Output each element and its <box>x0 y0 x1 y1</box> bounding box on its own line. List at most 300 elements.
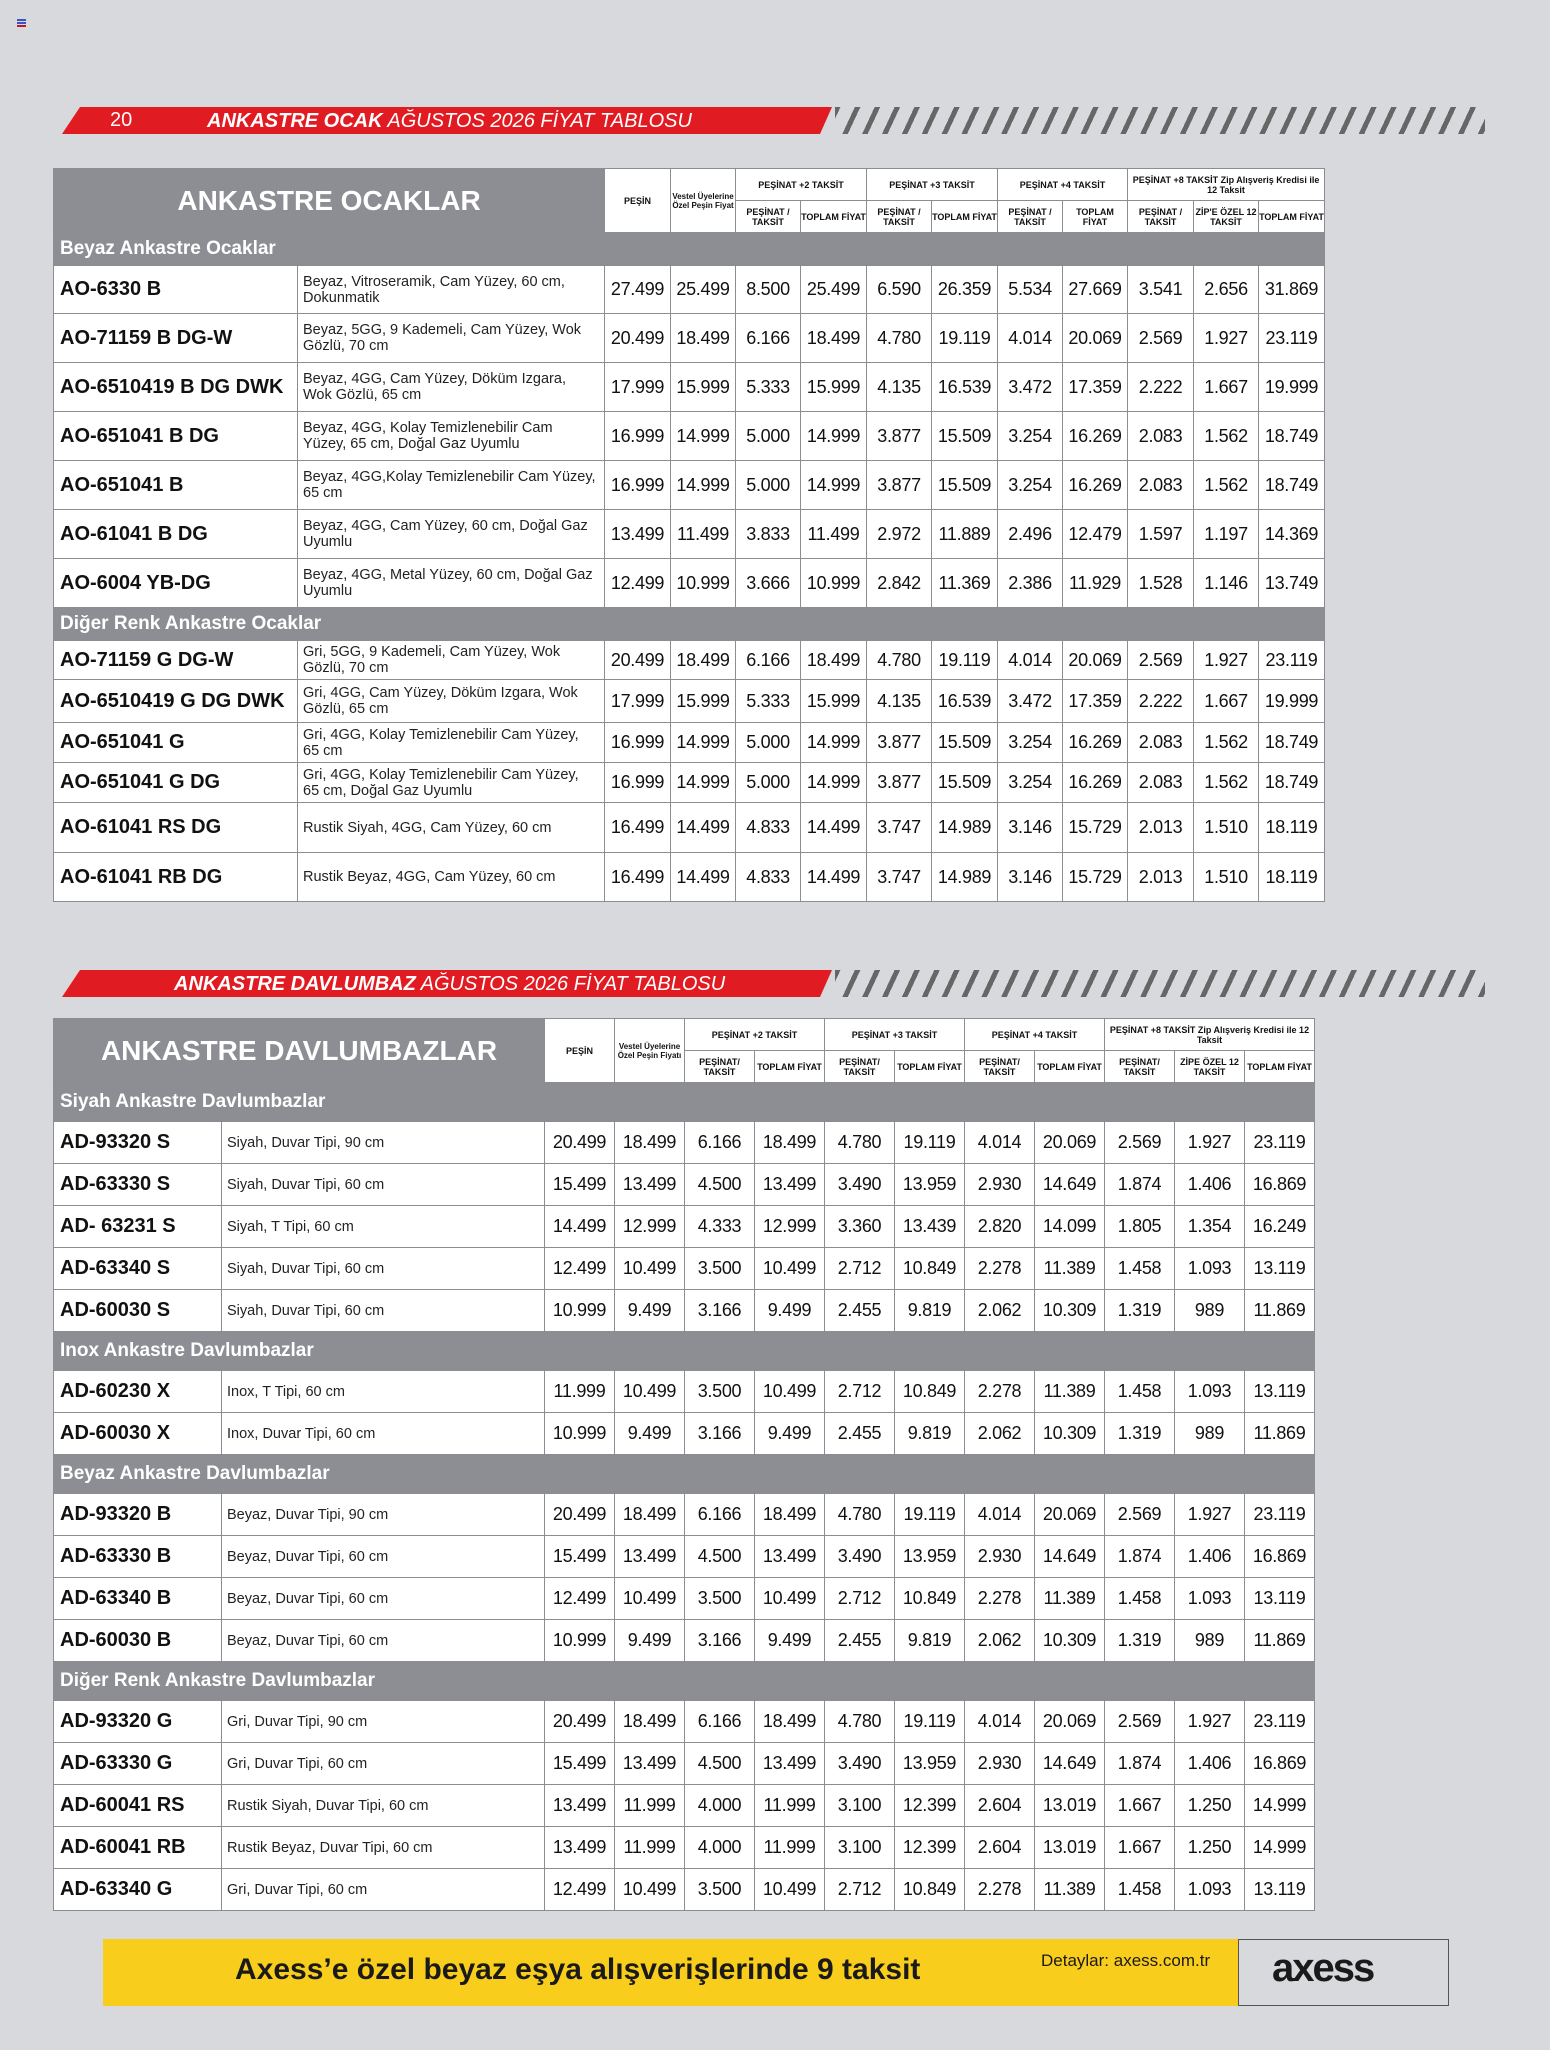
price-cell: 3.747 <box>867 853 932 902</box>
price-cell: 1.528 <box>1128 559 1194 608</box>
category-label: Beyaz Ankastre Ocaklar <box>54 233 1325 266</box>
banner-ocak-title: ANKASTRE OCAK AĞUSTOS 2026 FİYAT TABLOSU <box>207 110 692 132</box>
price-cell: 12.399 <box>895 1785 965 1827</box>
price-cell: 1.406 <box>1175 1536 1245 1578</box>
price-cell: 4.014 <box>998 314 1063 363</box>
price-cell: 18.499 <box>671 641 736 680</box>
ocak-price-table <box>53 168 1325 902</box>
price-cell: 2.569 <box>1105 1122 1175 1164</box>
price-cell: 11.999 <box>615 1785 685 1827</box>
price-cell: 14.099 <box>1035 1206 1105 1248</box>
price-cell: 16.269 <box>1063 412 1128 461</box>
price-cell: 15.729 <box>1063 803 1128 853</box>
price-cell: 3.833 <box>736 510 801 559</box>
price-cell: 10.499 <box>615 1248 685 1290</box>
price-cell: 11.389 <box>1035 1371 1105 1413</box>
table-row <box>54 266 1325 314</box>
price-cell: 14.999 <box>1245 1785 1315 1827</box>
price-cell: 2.386 <box>998 559 1063 608</box>
price-cell: 13.499 <box>755 1743 825 1785</box>
sub-header-zip: ZİP'E ÖZEL 12 TAKSİT <box>1194 201 1259 233</box>
header-group-2: PEŞİNAT +2 TAKSİT <box>685 1019 825 1051</box>
sub-header-pesinat: PEŞİNAT/ TAKSİT <box>965 1051 1035 1083</box>
description-cell: Siyah, Duvar Tipi, 90 cm <box>222 1122 545 1164</box>
price-cell: 1.562 <box>1194 763 1259 803</box>
table-row <box>54 1785 1315 1827</box>
price-cell: 14.999 <box>671 461 736 510</box>
header-pesin: PEŞİN <box>545 1019 615 1083</box>
price-cell: 2.569 <box>1128 314 1194 363</box>
price-cell: 13.959 <box>895 1743 965 1785</box>
price-cell: 13.499 <box>755 1164 825 1206</box>
price-cell: 3.877 <box>867 412 932 461</box>
description-cell: Beyaz, 4GG, Cam Yüzey, Döküm Izgara, Wok Gözlü, 65 cm <box>298 363 605 412</box>
price-cell: 1.562 <box>1194 461 1259 510</box>
footer-detail-link[interactable]: Detaylar: axess.com.tr <box>1041 1951 1211 1970</box>
price-cell: 13.959 <box>895 1536 965 1578</box>
price-cell: 1.093 <box>1175 1578 1245 1620</box>
price-cell: 15.999 <box>801 680 867 723</box>
table-row <box>54 853 1325 902</box>
price-cell: 1.874 <box>1105 1164 1175 1206</box>
price-cell: 19.119 <box>895 1494 965 1536</box>
price-cell: 10.999 <box>545 1290 615 1332</box>
sub-header-pesinat: PEŞİNAT / TAKSİT <box>998 201 1063 233</box>
price-cell: 12.499 <box>605 559 671 608</box>
model-cell: AO-71159 B DG-W <box>54 314 298 363</box>
model-cell: AD-60030 X <box>54 1413 222 1455</box>
model-cell: AD-63330 B <box>54 1536 222 1578</box>
price-cell: 18.499 <box>801 314 867 363</box>
price-cell: 4.500 <box>685 1536 755 1578</box>
sub-header-pesinat: PEŞİNAT/ TAKSİT <box>1105 1051 1175 1083</box>
price-cell: 19.999 <box>1259 363 1325 412</box>
price-cell: 2.972 <box>867 510 932 559</box>
price-cell: 18.749 <box>1259 461 1325 510</box>
price-cell: 1.406 <box>1175 1743 1245 1785</box>
footer-text: Axess’e özel beyaz eşya alışverişlerinde 9 taksit <box>235 1953 921 1986</box>
price-cell: 10.309 <box>1035 1413 1105 1455</box>
price-cell: 3.472 <box>998 680 1063 723</box>
price-cell: 4.014 <box>965 1701 1035 1743</box>
price-cell: 18.499 <box>755 1701 825 1743</box>
price-cell: 3.254 <box>998 412 1063 461</box>
price-cell: 11.999 <box>755 1785 825 1827</box>
sub-header-toplam: TOPLAM FİYAT <box>1063 201 1128 233</box>
price-cell: 18.749 <box>1259 763 1325 803</box>
model-cell: AD-93320 B <box>54 1494 222 1536</box>
header-vestel: Vestel Üyelerine Özel Peşin Fiyat <box>671 169 736 233</box>
price-cell: 10.849 <box>895 1371 965 1413</box>
price-cell: 18.749 <box>1259 412 1325 461</box>
price-cell: 3.877 <box>867 461 932 510</box>
header-group-8: PEŞİNAT +8 TAKSİT Zip Alışveriş Kredisi ile 12 Taksit <box>1105 1019 1315 1051</box>
price-cell: 11.889 <box>932 510 998 559</box>
price-cell: 1.562 <box>1194 723 1259 763</box>
price-cell: 1.667 <box>1194 680 1259 723</box>
category-label: Siyah Ankastre Davlumbazlar <box>54 1083 1315 1122</box>
price-cell: 13.439 <box>895 1206 965 1248</box>
price-cell: 2.656 <box>1194 266 1259 314</box>
price-cell: 2.083 <box>1128 723 1194 763</box>
description-cell: Siyah, T Tipi, 60 cm <box>222 1206 545 1248</box>
price-cell: 16.869 <box>1245 1164 1315 1206</box>
price-cell: 1.667 <box>1105 1785 1175 1827</box>
price-cell: 16.539 <box>932 363 998 412</box>
price-cell: 6.166 <box>685 1494 755 1536</box>
price-cell: 4.833 <box>736 853 801 902</box>
axess-logo: axess <box>1238 1939 1449 2006</box>
price-cell: 14.649 <box>1035 1743 1105 1785</box>
price-cell: 2.842 <box>867 559 932 608</box>
price-cell: 1.597 <box>1128 510 1194 559</box>
price-cell: 20.069 <box>1063 314 1128 363</box>
sub-header-toplam: TOPLAM FİYAT <box>755 1051 825 1083</box>
price-cell: 23.119 <box>1245 1701 1315 1743</box>
sub-header-toplam: TOPLAM FİYAT <box>932 201 998 233</box>
price-cell: 10.999 <box>545 1620 615 1662</box>
price-cell: 25.499 <box>801 266 867 314</box>
price-cell: 14.499 <box>671 803 736 853</box>
price-cell: 20.499 <box>545 1701 615 1743</box>
price-cell: 11.389 <box>1035 1578 1105 1620</box>
price-cell: 1.805 <box>1105 1206 1175 1248</box>
price-cell: 1.319 <box>1105 1413 1175 1455</box>
price-cell: 2.062 <box>965 1620 1035 1662</box>
price-cell: 14.999 <box>671 763 736 803</box>
price-cell: 3.490 <box>825 1536 895 1578</box>
header-group-3: PEŞİNAT +3 TAKSİT <box>867 169 998 201</box>
price-cell: 6.590 <box>867 266 932 314</box>
sub-header-pesinat: PEŞİNAT / TAKSİT <box>867 201 932 233</box>
price-cell: 2.222 <box>1128 363 1194 412</box>
description-cell: Siyah, Duvar Tipi, 60 cm <box>222 1290 545 1332</box>
price-cell: 23.119 <box>1259 314 1325 363</box>
description-cell: Beyaz, Duvar Tipi, 90 cm <box>222 1494 545 1536</box>
price-cell: 10.999 <box>671 559 736 608</box>
description-cell: Gri, Duvar Tipi, 60 cm <box>222 1743 545 1785</box>
table-row <box>54 412 1325 461</box>
price-cell: 15.999 <box>671 680 736 723</box>
table-row <box>54 314 1325 363</box>
price-cell: 31.869 <box>1259 266 1325 314</box>
price-cell: 16.249 <box>1245 1206 1315 1248</box>
price-cell: 18.499 <box>615 1701 685 1743</box>
model-cell: AO-61041 B DG <box>54 510 298 559</box>
model-cell: AO-6510419 G DG DWK <box>54 680 298 723</box>
price-cell: 15.509 <box>932 461 998 510</box>
price-cell: 2.455 <box>825 1620 895 1662</box>
davlumbaz-price-table <box>53 1018 1315 1911</box>
price-cell: 26.359 <box>932 266 998 314</box>
price-cell: 14.989 <box>932 803 998 853</box>
table-row <box>54 1578 1315 1620</box>
price-cell: 14.999 <box>1245 1827 1315 1869</box>
price-cell: 2.569 <box>1128 641 1194 680</box>
price-cell: 5.000 <box>736 461 801 510</box>
table-row <box>54 1701 1315 1743</box>
table-row <box>54 461 1325 510</box>
price-cell: 3.500 <box>685 1869 755 1911</box>
price-cell: 9.499 <box>755 1620 825 1662</box>
model-cell: AO-651041 B DG <box>54 412 298 461</box>
description-cell: Inox, T Tipi, 60 cm <box>222 1371 545 1413</box>
price-cell: 9.499 <box>755 1290 825 1332</box>
price-cell: 13.499 <box>615 1743 685 1785</box>
description-cell: Gri, 4GG, Kolay Temizlenebilir Cam Yüzey, 65 cm <box>298 723 605 763</box>
price-cell: 3.490 <box>825 1164 895 1206</box>
price-cell: 11.389 <box>1035 1869 1105 1911</box>
price-cell: 2.820 <box>965 1206 1035 1248</box>
price-cell: 9.499 <box>615 1620 685 1662</box>
price-cell: 14.369 <box>1259 510 1325 559</box>
description-cell: Siyah, Duvar Tipi, 60 cm <box>222 1248 545 1290</box>
price-cell: 4.833 <box>736 803 801 853</box>
price-cell: 23.119 <box>1259 641 1325 680</box>
price-cell: 14.999 <box>801 723 867 763</box>
price-cell: 10.499 <box>755 1248 825 1290</box>
banner-ocak-stripes <box>835 107 1485 134</box>
price-cell: 2.569 <box>1105 1494 1175 1536</box>
price-cell: 5.000 <box>736 412 801 461</box>
price-cell: 20.069 <box>1035 1122 1105 1164</box>
table-row <box>54 1413 1315 1455</box>
price-cell: 4.780 <box>867 641 932 680</box>
sub-header-pesinat: PEŞİNAT / TAKSİT <box>736 201 801 233</box>
price-cell: 3.166 <box>685 1620 755 1662</box>
price-cell: 14.499 <box>801 803 867 853</box>
price-cell: 16.539 <box>932 680 998 723</box>
category-label: Diğer Renk Ankastre Davlumbazlar <box>54 1662 1315 1701</box>
price-cell: 1.874 <box>1105 1536 1175 1578</box>
price-cell: 12.499 <box>545 1869 615 1911</box>
price-cell: 9.819 <box>895 1290 965 1332</box>
price-cell: 2.278 <box>965 1371 1035 1413</box>
header-group-3: PEŞİNAT +3 TAKSİT <box>825 1019 965 1051</box>
price-cell: 23.119 <box>1245 1122 1315 1164</box>
price-cell: 19.119 <box>932 314 998 363</box>
price-cell: 4.000 <box>685 1827 755 1869</box>
price-cell: 12.999 <box>755 1206 825 1248</box>
price-cell: 15.999 <box>671 363 736 412</box>
model-cell: AD- 63231 S <box>54 1206 222 1248</box>
price-cell: 2.496 <box>998 510 1063 559</box>
price-cell: 9.499 <box>755 1413 825 1455</box>
price-cell: 27.499 <box>605 266 671 314</box>
price-cell: 10.849 <box>895 1869 965 1911</box>
price-cell: 16.869 <box>1245 1536 1315 1578</box>
model-cell: AO-651041 B <box>54 461 298 510</box>
price-cell: 3.541 <box>1128 266 1194 314</box>
price-cell: 16.999 <box>605 763 671 803</box>
price-cell: 3.254 <box>998 723 1063 763</box>
price-cell: 14.989 <box>932 853 998 902</box>
sub-header-zip: ZİPE ÖZEL 12 TAKSİT <box>1175 1051 1245 1083</box>
sub-header-toplam: TOPLAM FİYAT <box>1035 1051 1105 1083</box>
price-cell: 14.999 <box>671 723 736 763</box>
table-row <box>54 803 1325 853</box>
header-pesin: PEŞİN <box>605 169 671 233</box>
price-cell: 6.166 <box>685 1122 755 1164</box>
sub-header-toplam: TOPLAM FİYAT <box>895 1051 965 1083</box>
price-cell: 11.369 <box>932 559 998 608</box>
price-cell: 12.399 <box>895 1827 965 1869</box>
price-cell: 989 <box>1175 1413 1245 1455</box>
banner-ocak <box>62 107 832 134</box>
price-cell: 2.930 <box>965 1743 1035 1785</box>
price-cell: 20.069 <box>1035 1701 1105 1743</box>
sub-header-pesinat: PEŞİNAT/ TAKSİT <box>685 1051 755 1083</box>
sub-header-toplam: TOPLAM FİYAT <box>1245 1051 1315 1083</box>
price-cell: 1.927 <box>1194 314 1259 363</box>
price-cell: 11.499 <box>801 510 867 559</box>
model-cell: AO-61041 RB DG <box>54 853 298 902</box>
description-cell: Rustik Beyaz, Duvar Tipi, 60 cm <box>222 1827 545 1869</box>
price-cell: 2.222 <box>1128 680 1194 723</box>
description-cell: Rustik Siyah, 4GG, Cam Yüzey, 60 cm <box>298 803 605 853</box>
price-cell: 1.093 <box>1175 1869 1245 1911</box>
table-row <box>54 1743 1315 1785</box>
price-cell: 2.930 <box>965 1536 1035 1578</box>
price-cell: 18.749 <box>1259 723 1325 763</box>
price-cell: 18.119 <box>1259 803 1325 853</box>
price-cell: 9.819 <box>895 1620 965 1662</box>
price-cell: 16.499 <box>605 853 671 902</box>
table-title: ANKASTRE OCAKLAR <box>54 169 605 233</box>
price-cell: 2.604 <box>965 1827 1035 1869</box>
model-cell: AD-63340 B <box>54 1578 222 1620</box>
price-cell: 3.360 <box>825 1206 895 1248</box>
price-cell: 17.359 <box>1063 680 1128 723</box>
price-cell: 1.874 <box>1105 1743 1175 1785</box>
price-cell: 14.999 <box>671 412 736 461</box>
price-cell: 12.499 <box>545 1578 615 1620</box>
price-cell: 1.319 <box>1105 1620 1175 1662</box>
price-cell: 15.509 <box>932 723 998 763</box>
category-row <box>54 608 1325 641</box>
price-cell: 16.869 <box>1245 1743 1315 1785</box>
price-cell: 13.499 <box>545 1827 615 1869</box>
price-cell: 1.458 <box>1105 1371 1175 1413</box>
price-cell: 1.354 <box>1175 1206 1245 1248</box>
description-cell: Gri, Duvar Tipi, 60 cm <box>222 1869 545 1911</box>
price-cell: 2.604 <box>965 1785 1035 1827</box>
table-row <box>54 363 1325 412</box>
sub-header-pesinat: PEŞİNAT / TAKSİT <box>1128 201 1194 233</box>
description-cell: Gri, 4GG, Kolay Temizlenebilir Cam Yüzey, 65 cm, Doğal Gaz Uyumlu <box>298 763 605 803</box>
price-cell: 989 <box>1175 1290 1245 1332</box>
table-row <box>54 559 1325 608</box>
price-cell: 4.014 <box>965 1122 1035 1164</box>
price-cell: 11.869 <box>1245 1290 1315 1332</box>
price-cell: 13.499 <box>545 1785 615 1827</box>
price-cell: 27.669 <box>1063 266 1128 314</box>
price-cell: 11.869 <box>1245 1413 1315 1455</box>
table-row <box>54 1371 1315 1413</box>
price-cell: 19.119 <box>895 1701 965 1743</box>
price-cell: 1.250 <box>1175 1785 1245 1827</box>
price-cell: 3.472 <box>998 363 1063 412</box>
category-row <box>54 1332 1315 1371</box>
model-cell: AO-71159 G DG-W <box>54 641 298 680</box>
table-row <box>54 510 1325 559</box>
price-cell: 2.083 <box>1128 412 1194 461</box>
price-cell: 10.999 <box>545 1413 615 1455</box>
price-cell: 16.999 <box>605 723 671 763</box>
price-cell: 2.930 <box>965 1164 1035 1206</box>
price-cell: 13.119 <box>1245 1578 1315 1620</box>
price-cell: 3.166 <box>685 1413 755 1455</box>
price-cell: 3.500 <box>685 1371 755 1413</box>
category-label: Inox Ankastre Davlumbazlar <box>54 1332 1315 1371</box>
price-cell: 10.499 <box>755 1869 825 1911</box>
price-cell: 20.069 <box>1035 1494 1105 1536</box>
price-cell: 20.499 <box>545 1122 615 1164</box>
description-cell: Beyaz, Duvar Tipi, 60 cm <box>222 1536 545 1578</box>
price-cell: 1.510 <box>1194 803 1259 853</box>
price-cell: 1.093 <box>1175 1371 1245 1413</box>
price-cell: 4.500 <box>685 1743 755 1785</box>
price-cell: 4.780 <box>825 1494 895 1536</box>
price-cell: 2.455 <box>825 1413 895 1455</box>
table-row <box>54 641 1325 680</box>
price-cell: 4.014 <box>998 641 1063 680</box>
table-row <box>54 1536 1315 1578</box>
price-cell: 12.479 <box>1063 510 1128 559</box>
price-cell: 1.458 <box>1105 1248 1175 1290</box>
banner-davlumbaz <box>62 970 832 997</box>
price-cell: 3.666 <box>736 559 801 608</box>
price-cell: 16.269 <box>1063 461 1128 510</box>
price-cell: 5.333 <box>736 363 801 412</box>
price-cell: 11.869 <box>1245 1620 1315 1662</box>
category-row <box>54 1455 1315 1494</box>
price-cell: 13.019 <box>1035 1827 1105 1869</box>
table-row <box>54 1122 1315 1164</box>
price-cell: 18.119 <box>1259 853 1325 902</box>
model-cell: AD-60030 S <box>54 1290 222 1332</box>
price-cell: 12.499 <box>545 1248 615 1290</box>
price-cell: 2.013 <box>1128 803 1194 853</box>
table-row <box>54 1248 1315 1290</box>
price-cell: 2.083 <box>1128 763 1194 803</box>
price-cell: 15.509 <box>932 412 998 461</box>
price-cell: 13.499 <box>605 510 671 559</box>
price-cell: 3.747 <box>867 803 932 853</box>
price-cell: 14.499 <box>801 853 867 902</box>
price-cell: 3.500 <box>685 1248 755 1290</box>
category-row <box>54 233 1325 266</box>
price-cell: 18.499 <box>755 1494 825 1536</box>
price-cell: 6.166 <box>685 1701 755 1743</box>
price-cell: 1.458 <box>1105 1869 1175 1911</box>
model-cell: AD-60041 RB <box>54 1827 222 1869</box>
price-cell: 5.000 <box>736 723 801 763</box>
price-cell: 10.499 <box>755 1371 825 1413</box>
price-cell: 1.927 <box>1175 1494 1245 1536</box>
price-cell: 10.499 <box>755 1578 825 1620</box>
description-cell: Beyaz, 4GG, Cam Yüzey, 60 cm, Doğal Gaz Uyumlu <box>298 510 605 559</box>
price-cell: 13.019 <box>1035 1785 1105 1827</box>
price-cell: 4.135 <box>867 363 932 412</box>
table-title: ANKASTRE DAVLUMBAZLAR <box>54 1019 545 1083</box>
price-cell: 1.667 <box>1194 363 1259 412</box>
price-cell: 10.849 <box>895 1248 965 1290</box>
description-cell: Beyaz, 4GG, Kolay Temizlenebilir Cam Yüzey, 65 cm, Doğal Gaz Uyumlu <box>298 412 605 461</box>
description-cell: Beyaz, 5GG, 9 Kademeli, Cam Yüzey, Wok Gözlü, 70 cm <box>298 314 605 363</box>
price-cell: 10.999 <box>801 559 867 608</box>
price-cell: 2.062 <box>965 1290 1035 1332</box>
